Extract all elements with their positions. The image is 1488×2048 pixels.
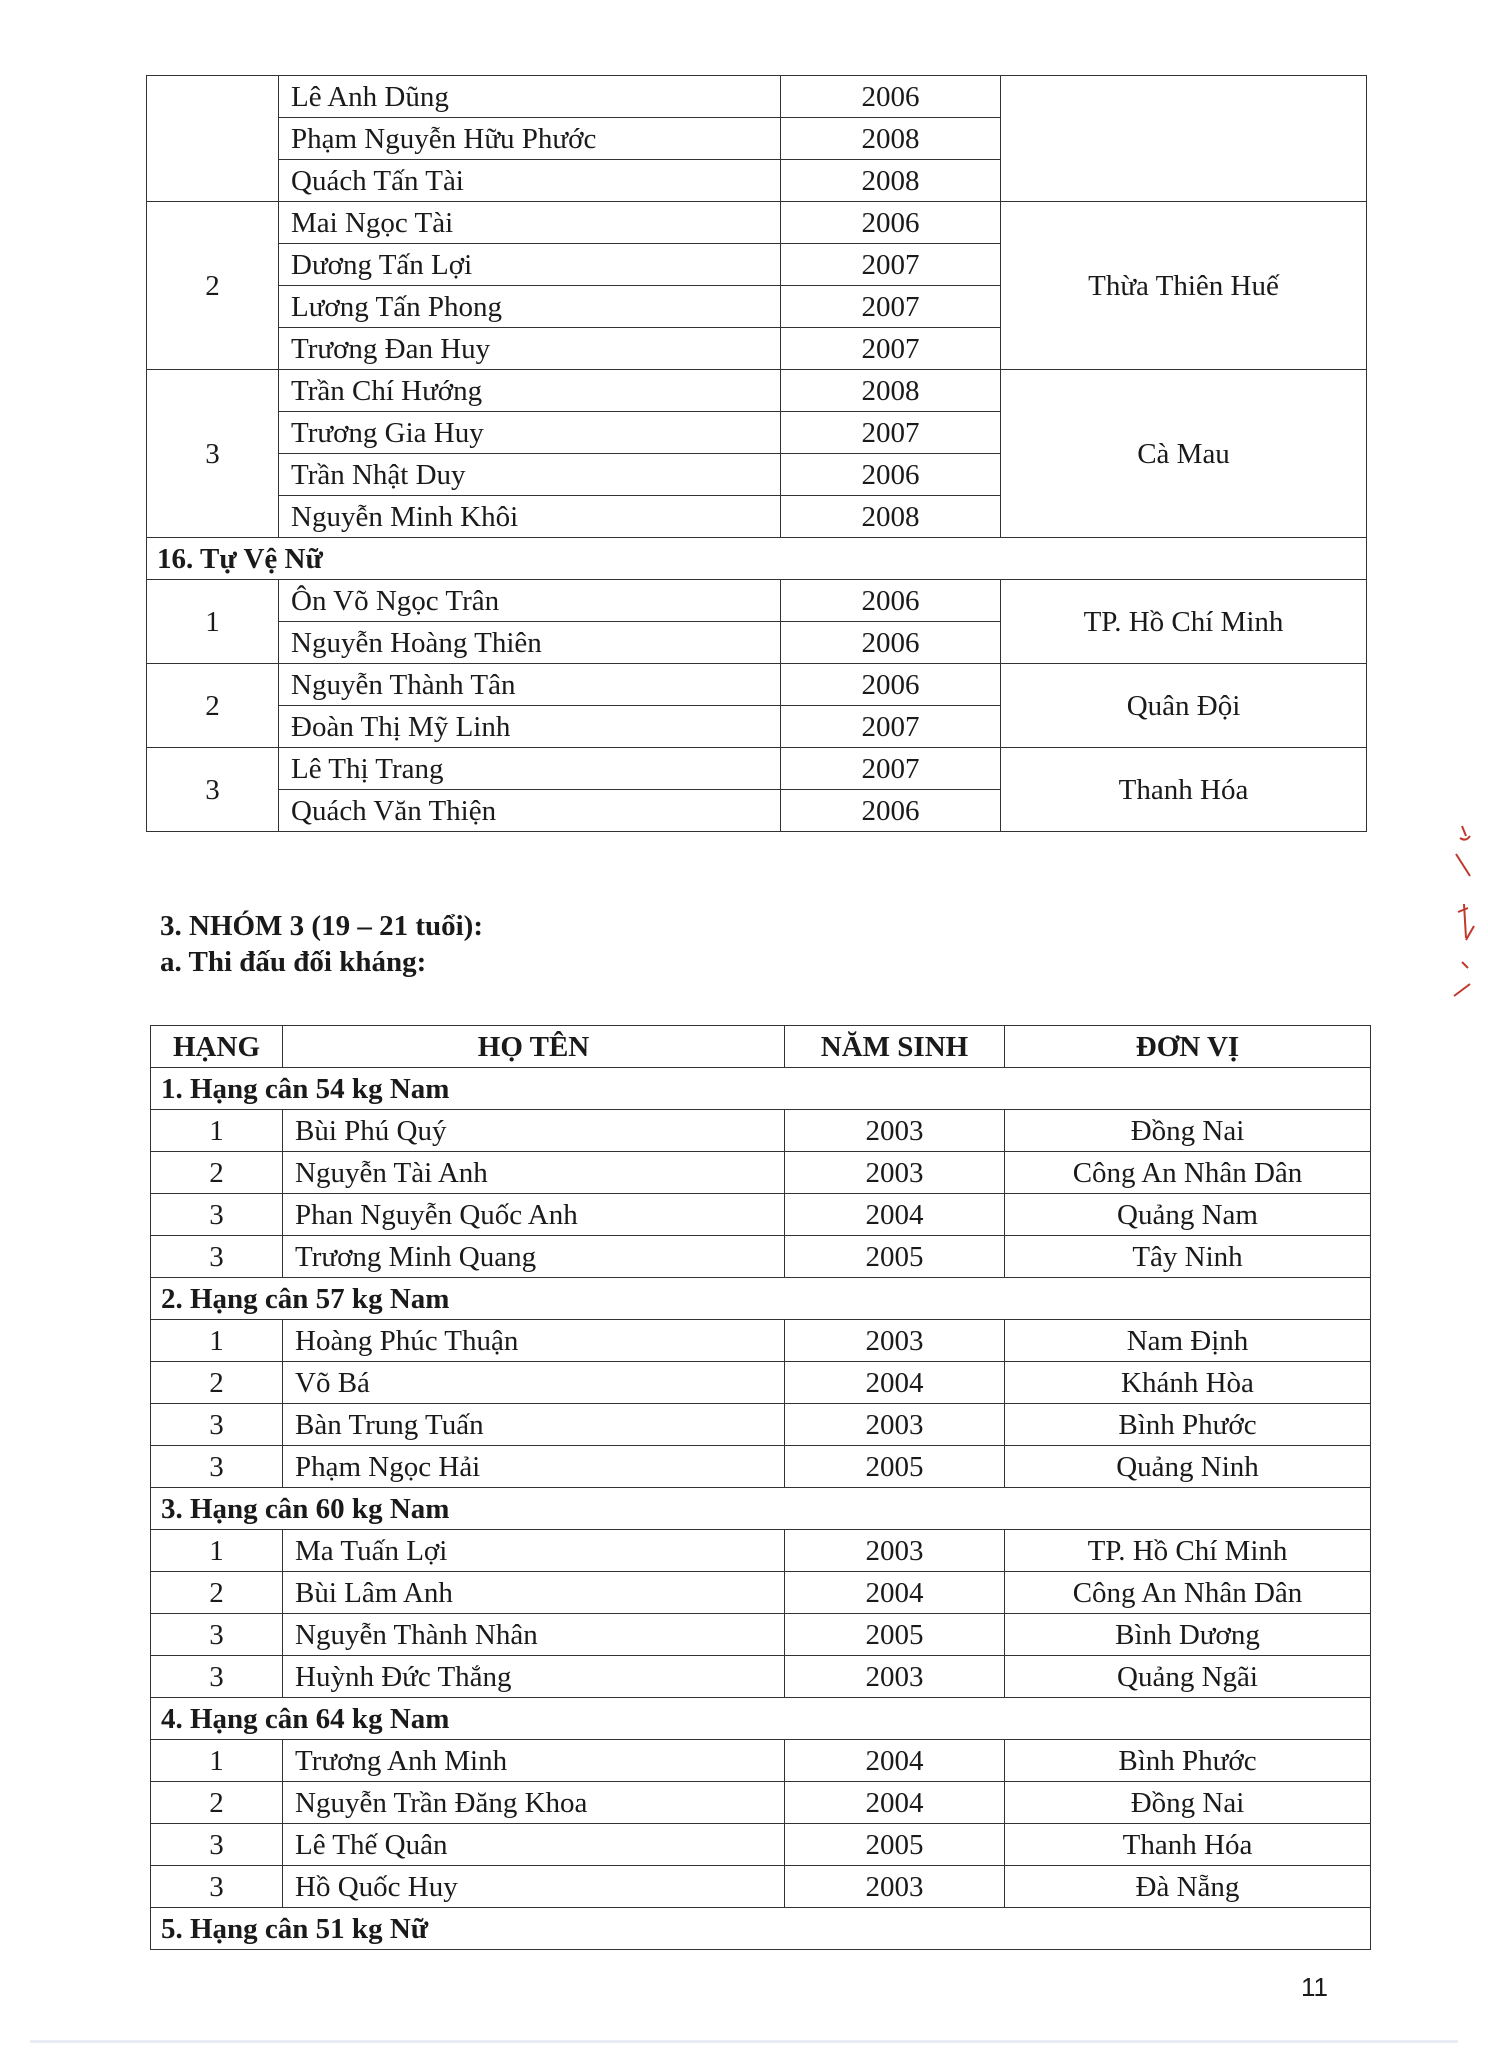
rank-cell: 3: [147, 748, 279, 832]
group-3-sparring-table: [150, 1025, 1371, 1950]
unit-cell: Bình Phước: [1005, 1740, 1371, 1782]
weight-class-title: 5. Hạng cân 51 kg Nữ: [151, 1908, 1371, 1950]
section-row: [151, 1908, 1371, 1950]
athlete-name-cell: Trương Đan Huy: [279, 328, 781, 370]
weight-class-title: 1. Hạng cân 54 kg Nam: [151, 1068, 1371, 1110]
athlete-name-cell: Hồ Quốc Huy: [283, 1866, 785, 1908]
birth-year-cell: 2005: [785, 1446, 1005, 1488]
rank-cell: 3: [151, 1446, 283, 1488]
table-row: [151, 1782, 1371, 1824]
athlete-name-cell: Bùi Phú Quý: [283, 1110, 785, 1152]
birth-year-cell: 2004: [785, 1194, 1005, 1236]
section-title: 16. Tự Vệ Nữ: [147, 538, 1367, 580]
athlete-name-cell: Trần Nhật Duy: [279, 454, 781, 496]
group-3-heading: 3. NHÓM 3 (19 – 21 tuổi):: [160, 910, 483, 942]
weight-class-title: 3. Hạng cân 60 kg Nam: [151, 1488, 1371, 1530]
table-row: [151, 1194, 1371, 1236]
table-row: [151, 1572, 1371, 1614]
athlete-name-cell: Nguyễn Minh Khôi: [279, 496, 781, 538]
birth-year-cell: 2007: [781, 244, 1001, 286]
unit-cell: Thừa Thiên Huế: [1001, 202, 1367, 370]
rank-cell: 3: [151, 1194, 283, 1236]
sparring-subheading: a. Thi đấu đối kháng:: [160, 946, 427, 978]
athlete-name-cell: Nguyễn Thành Tân: [279, 664, 781, 706]
rank-cell: [147, 76, 279, 202]
table-row: [147, 664, 1367, 706]
group-3-sparring-table-body: [151, 1068, 1371, 1950]
birth-year-cell: 2007: [781, 706, 1001, 748]
rank-cell: 3: [151, 1824, 283, 1866]
weight-class-title: 2. Hạng cân 57 kg Nam: [151, 1278, 1371, 1320]
rank-cell: 1: [147, 580, 279, 664]
birth-year-cell: 2007: [781, 412, 1001, 454]
athlete-name-cell: Nguyễn Thành Nhân: [283, 1614, 785, 1656]
unit-cell: Tây Ninh: [1005, 1236, 1371, 1278]
birth-year-cell: 2003: [785, 1152, 1005, 1194]
athlete-name-cell: Phan Nguyễn Quốc Anh: [283, 1194, 785, 1236]
unit-cell: Bình Phước: [1005, 1404, 1371, 1446]
unit-cell: [1001, 76, 1367, 202]
table-row: [151, 1530, 1371, 1572]
unit-cell: Đà Nẵng: [1005, 1866, 1371, 1908]
birth-year-cell: 2008: [781, 160, 1001, 202]
page-bottom-edge: [30, 2040, 1458, 2043]
birth-year-cell: 2006: [781, 202, 1001, 244]
athlete-name-cell: Trương Anh Minh: [283, 1740, 785, 1782]
athlete-name-cell: Quách Văn Thiện: [279, 790, 781, 832]
birth-year-cell: 2005: [785, 1824, 1005, 1866]
table-row: [151, 1740, 1371, 1782]
table-row: [151, 1362, 1371, 1404]
unit-cell: Đồng Nai: [1005, 1782, 1371, 1824]
table-row: [151, 1236, 1371, 1278]
rank-cell: 2: [151, 1362, 283, 1404]
athlete-name-cell: Ôn Võ Ngọc Trân: [279, 580, 781, 622]
weight-class-title: 4. Hạng cân 64 kg Nam: [151, 1698, 1371, 1740]
athlete-name-cell: Võ Bá: [283, 1362, 785, 1404]
table-row: [151, 1614, 1371, 1656]
rank-cell: 1: [151, 1740, 283, 1782]
birth-year-cell: 2004: [785, 1782, 1005, 1824]
results-table-continued: [146, 75, 1367, 832]
unit-cell: Công An Nhân Dân: [1005, 1152, 1371, 1194]
athlete-name-cell: Dương Tấn Lợi: [279, 244, 781, 286]
birth-year-cell: 2003: [785, 1866, 1005, 1908]
birth-year-cell: 2007: [781, 328, 1001, 370]
athlete-name-cell: Lê Thế Quân: [283, 1824, 785, 1866]
athlete-name-cell: Bùi Lâm Anh: [283, 1572, 785, 1614]
rank-cell: 3: [151, 1614, 283, 1656]
table-row: [151, 1320, 1371, 1362]
table-row: [147, 370, 1367, 412]
header-year: NĂM SINH: [785, 1026, 1005, 1068]
table-row: [147, 580, 1367, 622]
rank-cell: 2: [151, 1782, 283, 1824]
birth-year-cell: 2004: [785, 1740, 1005, 1782]
birth-year-cell: 2006: [781, 76, 1001, 118]
birth-year-cell: 2006: [781, 580, 1001, 622]
athlete-name-cell: Trương Minh Quang: [283, 1236, 785, 1278]
unit-cell: Bình Dương: [1005, 1614, 1371, 1656]
table-header-row: [151, 1026, 1371, 1068]
athlete-name-cell: Phạm Ngọc Hải: [283, 1446, 785, 1488]
section-row: [151, 1488, 1371, 1530]
section-row: [151, 1278, 1371, 1320]
unit-cell: Quảng Ninh: [1005, 1446, 1371, 1488]
header-rank: HẠNG: [151, 1026, 283, 1068]
birth-year-cell: 2003: [785, 1656, 1005, 1698]
unit-cell: Quảng Ngãi: [1005, 1656, 1371, 1698]
rank-cell: 2: [147, 664, 279, 748]
table-row: [147, 202, 1367, 244]
athlete-name-cell: Phạm Nguyễn Hữu Phước: [279, 118, 781, 160]
section-row: [151, 1698, 1371, 1740]
unit-cell: Thanh Hóa: [1005, 1824, 1371, 1866]
birth-year-cell: 2003: [785, 1404, 1005, 1446]
header-unit: ĐƠN VỊ: [1005, 1026, 1371, 1068]
athlete-name-cell: Nguyễn Tài Anh: [283, 1152, 785, 1194]
section-row: [151, 1068, 1371, 1110]
athlete-name-cell: Lương Tấn Phong: [279, 286, 781, 328]
table-row: [151, 1866, 1371, 1908]
birth-year-cell: 2008: [781, 496, 1001, 538]
rank-cell: 3: [147, 370, 279, 538]
birth-year-cell: 2006: [781, 622, 1001, 664]
birth-year-cell: 2007: [781, 286, 1001, 328]
birth-year-cell: 2004: [785, 1362, 1005, 1404]
unit-cell: Công An Nhân Dân: [1005, 1572, 1371, 1614]
unit-cell: Đồng Nai: [1005, 1110, 1371, 1152]
rank-cell: 1: [151, 1320, 283, 1362]
rank-cell: 1: [151, 1110, 283, 1152]
birth-year-cell: 2003: [785, 1530, 1005, 1572]
athlete-name-cell: Nguyễn Trần Đăng Khoa: [283, 1782, 785, 1824]
birth-year-cell: 2004: [785, 1572, 1005, 1614]
table-row: [151, 1152, 1371, 1194]
table-row: [147, 748, 1367, 790]
header-name: HỌ TÊN: [283, 1026, 785, 1068]
athlete-name-cell: Lê Anh Dũng: [279, 76, 781, 118]
rank-cell: 1: [151, 1530, 283, 1572]
page-number: 11: [1301, 1972, 1328, 2002]
unit-cell: Thanh Hóa: [1001, 748, 1367, 832]
birth-year-cell: 2003: [785, 1110, 1005, 1152]
birth-year-cell: 2005: [785, 1236, 1005, 1278]
birth-year-cell: 2006: [781, 454, 1001, 496]
athlete-name-cell: Nguyễn Hoàng Thiên: [279, 622, 781, 664]
unit-cell: TP. Hồ Chí Minh: [1005, 1530, 1371, 1572]
rank-cell: 2: [151, 1572, 283, 1614]
rank-cell: 3: [151, 1404, 283, 1446]
results-table-continued-body: [147, 76, 1367, 832]
athlete-name-cell: Đoàn Thị Mỹ Linh: [279, 706, 781, 748]
athlete-name-cell: Ma Tuấn Lợi: [283, 1530, 785, 1572]
table-row: [151, 1446, 1371, 1488]
rank-cell: 2: [151, 1152, 283, 1194]
table-row: [151, 1656, 1371, 1698]
athlete-name-cell: Lê Thị Trang: [279, 748, 781, 790]
table-row: [151, 1110, 1371, 1152]
birth-year-cell: 2007: [781, 748, 1001, 790]
birth-year-cell: 2008: [781, 370, 1001, 412]
unit-cell: Quân Đội: [1001, 664, 1367, 748]
unit-cell: TP. Hồ Chí Minh: [1001, 580, 1367, 664]
unit-cell: Cà Mau: [1001, 370, 1367, 538]
rank-cell: 3: [151, 1866, 283, 1908]
rank-cell: 3: [151, 1656, 283, 1698]
birth-year-cell: 2006: [781, 664, 1001, 706]
birth-year-cell: 2003: [785, 1320, 1005, 1362]
section-row: [147, 538, 1367, 580]
birth-year-cell: 2005: [785, 1614, 1005, 1656]
unit-cell: Nam Định: [1005, 1320, 1371, 1362]
athlete-name-cell: Bàn Trung Tuấn: [283, 1404, 785, 1446]
table-row: [147, 76, 1367, 118]
athlete-name-cell: Hoàng Phúc Thuận: [283, 1320, 785, 1362]
athlete-name-cell: Huỳnh Đức Thắng: [283, 1656, 785, 1698]
athlete-name-cell: Mai Ngọc Tài: [279, 202, 781, 244]
athlete-name-cell: Trần Chí Hướng: [279, 370, 781, 412]
handwritten-margin-mark: [1448, 820, 1478, 1000]
athlete-name-cell: Trương Gia Huy: [279, 412, 781, 454]
rank-cell: 3: [151, 1236, 283, 1278]
unit-cell: Khánh Hòa: [1005, 1362, 1371, 1404]
birth-year-cell: 2008: [781, 118, 1001, 160]
table-row: [151, 1404, 1371, 1446]
table-row: [151, 1824, 1371, 1866]
birth-year-cell: 2006: [781, 790, 1001, 832]
rank-cell: 2: [147, 202, 279, 370]
unit-cell: Quảng Nam: [1005, 1194, 1371, 1236]
athlete-name-cell: Quách Tấn Tài: [279, 160, 781, 202]
